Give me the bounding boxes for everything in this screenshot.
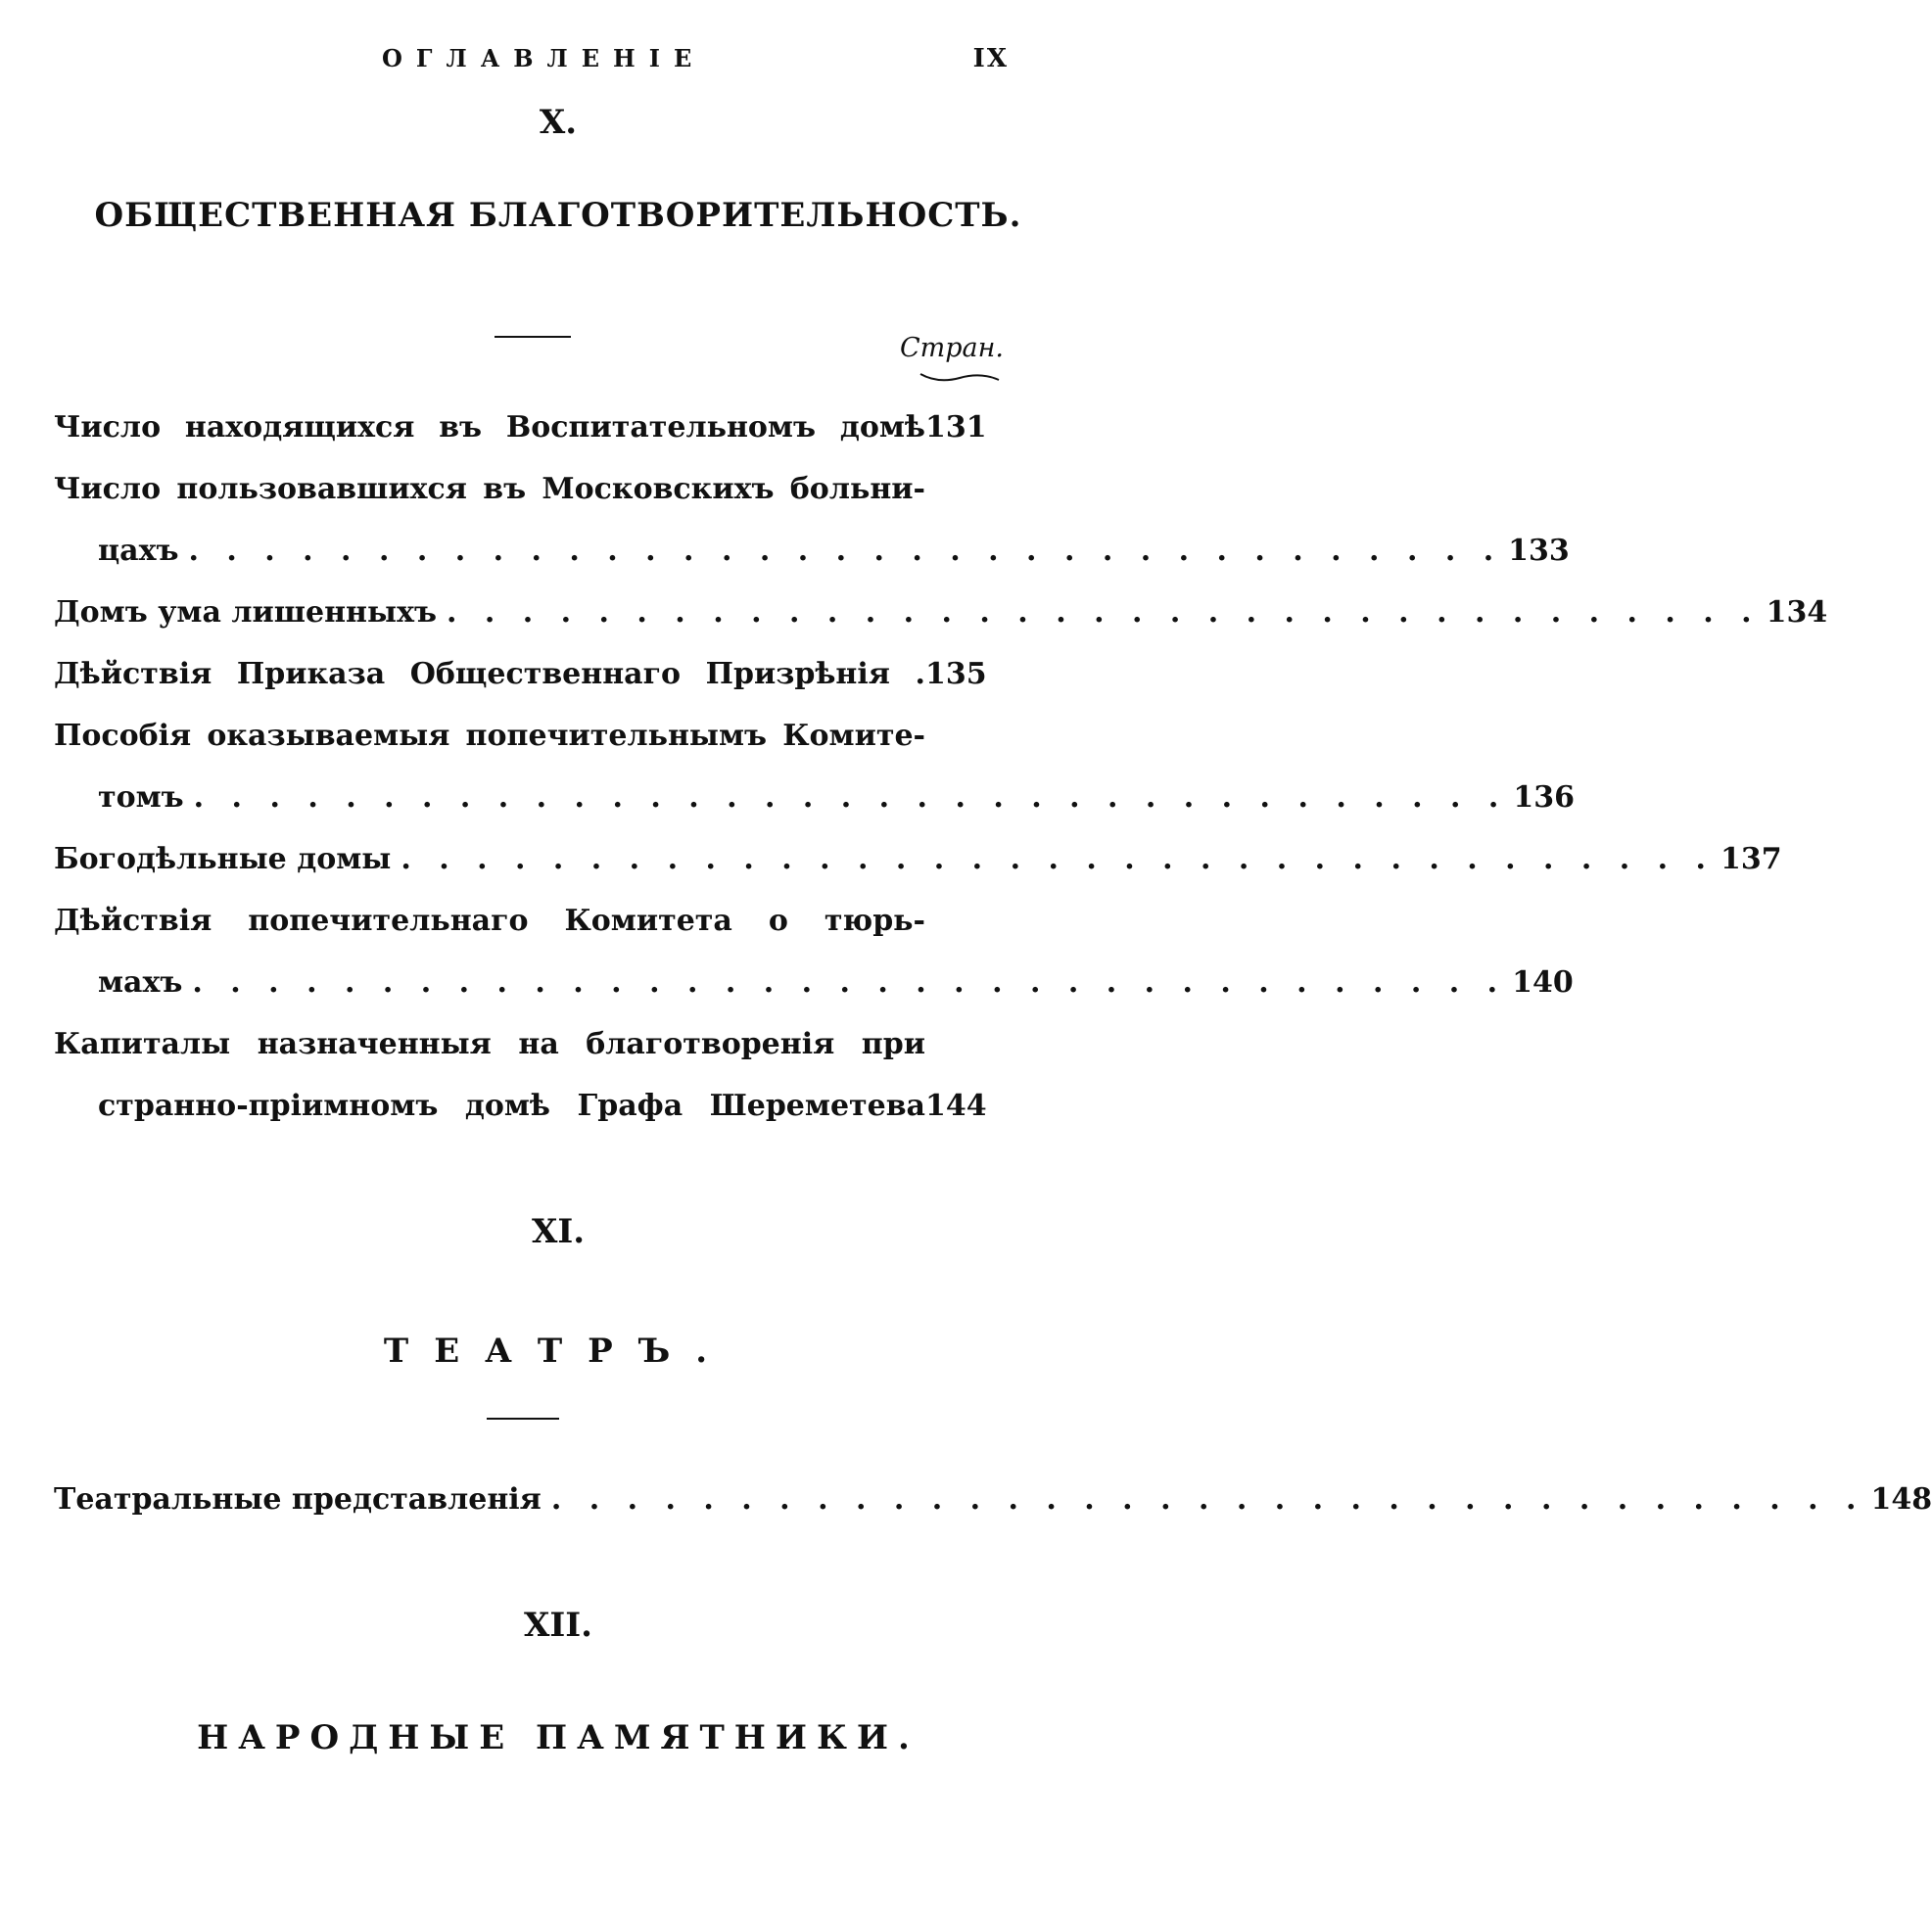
section-rule bbox=[487, 1418, 559, 1420]
toc-entry-text: цахъ bbox=[98, 534, 179, 568]
toc-page-ref: 131 bbox=[925, 410, 987, 444]
toc-entry bbox=[54, 1469, 1932, 1530]
section-title-xi: ТЕАТРЪ. bbox=[383, 1332, 733, 1371]
toc-entry bbox=[54, 890, 1009, 952]
toc-entry bbox=[54, 458, 1009, 520]
toc-page-ref: 136 bbox=[1513, 780, 1575, 815]
dot-leader: . . . . . . . . . . . . . . . . . . . . . . . . . . . . . . . . . . . bbox=[550, 1482, 1865, 1517]
toc-entry bbox=[54, 705, 1009, 767]
toc-page-ref: 135 bbox=[925, 657, 987, 691]
dot-leader: . . . . . . . . . . . . . . . . . . . . . . . . . . . . . . . . . . . bbox=[446, 595, 1761, 630]
section-number-x: X. bbox=[539, 103, 578, 142]
toc-entry-text: Пособія оказываемыя попечительнымъ Комите- bbox=[54, 719, 925, 753]
toc-entry-text: Капиталы назначенныя на благотворенія при bbox=[54, 1027, 925, 1061]
running-head: ОГЛАВЛЕНІЕ bbox=[382, 44, 706, 72]
toc-section-xi bbox=[54, 1469, 1932, 1530]
toc-page-ref: 140 bbox=[1512, 965, 1574, 1000]
toc-entry-text: Число находящихся въ Воспитательномъ домѣ bbox=[54, 410, 925, 444]
toc-entry-text: Театральные представленія bbox=[54, 1482, 542, 1517]
toc-entry-text: махъ bbox=[98, 965, 183, 1000]
toc-entry-continuation bbox=[54, 520, 1570, 582]
toc-entry-text: томъ bbox=[98, 780, 184, 815]
section-number-xi: XI. bbox=[531, 1212, 586, 1251]
section-title-xii: НАРОДНЫЕ ПАМЯТНИКИ. bbox=[197, 1718, 919, 1757]
toc-entry bbox=[54, 1013, 1009, 1075]
toc-entry bbox=[54, 397, 1009, 458]
toc-page-ref: 137 bbox=[1720, 842, 1782, 876]
section-rule bbox=[495, 336, 571, 338]
toc-entry-text: Дѣйствія Приказа Общественнаго Призрѣнія . bbox=[54, 657, 925, 691]
toc-entry-continuation bbox=[54, 1075, 1009, 1137]
toc-entry-text: Число пользовавшихся въ Московскихъ больни- bbox=[54, 472, 925, 506]
section-title-x: ОБЩЕСТВЕННАЯ БЛАГОТВОРИТЕЛЬНОСТЬ. bbox=[94, 196, 1022, 235]
dot-leader: . . . . . . . . . . . . . . . . . . . . . . . . . . . . . . . . . . . bbox=[188, 534, 1503, 568]
page-column-header: Стран. bbox=[899, 333, 1004, 363]
toc-entry-continuation bbox=[54, 767, 1575, 828]
toc-entry-text: странно-пріимномъ домѣ Графа Шереметева bbox=[98, 1089, 925, 1123]
toc-entry bbox=[54, 582, 1828, 643]
toc-entry bbox=[54, 828, 1782, 890]
toc-section-x bbox=[54, 397, 1828, 1137]
toc-entry bbox=[54, 643, 1009, 705]
toc-entry-text: Дѣйствія попечительнаго Комитета о тюрь- bbox=[54, 904, 925, 938]
swash-ornament bbox=[919, 370, 1001, 384]
section-number-xii: XII. bbox=[523, 1606, 593, 1645]
toc-page-ref: 148 bbox=[1870, 1482, 1932, 1517]
toc-entry-text: Богодѣльные домы bbox=[54, 842, 392, 876]
toc-page-ref: 144 bbox=[925, 1089, 987, 1123]
toc-page-ref: 134 bbox=[1766, 595, 1828, 630]
dot-leader: . . . . . . . . . . . . . . . . . . . . . . . . . . . . . . . . . . . bbox=[193, 780, 1508, 815]
toc-entry-text: Домъ ума лишенныхъ bbox=[54, 595, 437, 630]
toc-page-ref: 133 bbox=[1508, 534, 1570, 568]
page-number: IX bbox=[972, 44, 1009, 73]
dot-leader: . . . . . . . . . . . . . . . . . . . . . . . . . . . . . . . . . . . bbox=[192, 965, 1507, 1000]
dot-leader: . . . . . . . . . . . . . . . . . . . . . . . . . . . . . . . . . . . bbox=[401, 842, 1716, 876]
toc-entry-continuation bbox=[54, 952, 1574, 1013]
